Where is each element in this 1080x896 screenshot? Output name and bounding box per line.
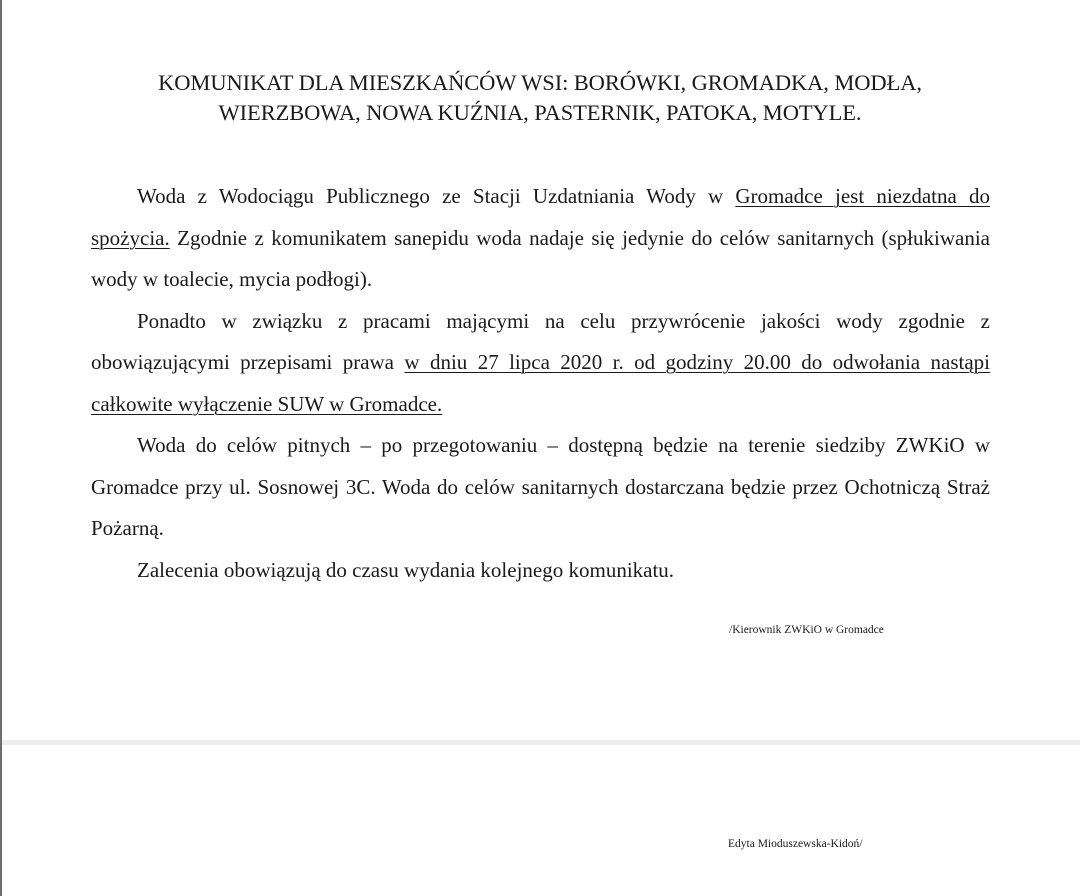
- title-line-2: WIERZBOWA, NOWA KUŹNIA, PASTERNIK, PATOKA, MOTYLE.: [218, 100, 862, 125]
- document-title: [60, 68, 1020, 128]
- signature-name: Edyta Mioduszewska-Kidoń/: [728, 838, 863, 850]
- page-separator: [2, 740, 1080, 745]
- paragraph-1-underlined-text: Gromadce jest niezdatna do spożycia.: [91, 184, 990, 250]
- page-left-border: [0, 0, 2, 896]
- document-body: [91, 176, 990, 591]
- paragraph-1: [91, 176, 990, 301]
- paragraph-2-text-start: Ponadto w związku z pracami mającymi na celu przywrócenie jakości wody zgodnie z obowiązującymi przepisami prawa: [91, 308, 990, 374]
- paragraph-1-text-end: Zgodnie z komunikatem sanepidu woda nadaje się jedynie do celów sanitarnych (spłukiwania wody w toalecie, mycia podłogi).: [91, 225, 990, 291]
- paragraph-2: [91, 301, 990, 426]
- paragraph-2-underlined-text: w dniu 27 lipca 2020 r. od godziny 20.00 do odwołania nastąpi całkowite wyłączenie SUW w Gromadce.: [91, 350, 990, 416]
- paragraph-1-text-start: Woda z Wodociągu Publicznego ze Stacji Uzdatniania Wody w: [137, 184, 736, 208]
- signature-role: /Kierownik ZWKiO w Gromadce: [729, 624, 884, 636]
- title-line-1: KOMUNIKAT DLA MIESZKAŃCÓW WSI: BORÓWKI, GROMADKA, MODŁA,: [158, 70, 922, 95]
- paragraph-4: Zalecenia obowiązują do czasu wydania kolejnego komunikatu.: [137, 557, 675, 582]
- paragraph-3: Woda do celów pitnych – po przegotowaniu – dostępną będzie na terenie siedziby ZWKiO w Gromadce przy ul. Sosnowej 3C. Woda do celów sanitarnych dostarczana będzie przez Ochotniczą Straż Pożarną.: [91, 433, 990, 540]
